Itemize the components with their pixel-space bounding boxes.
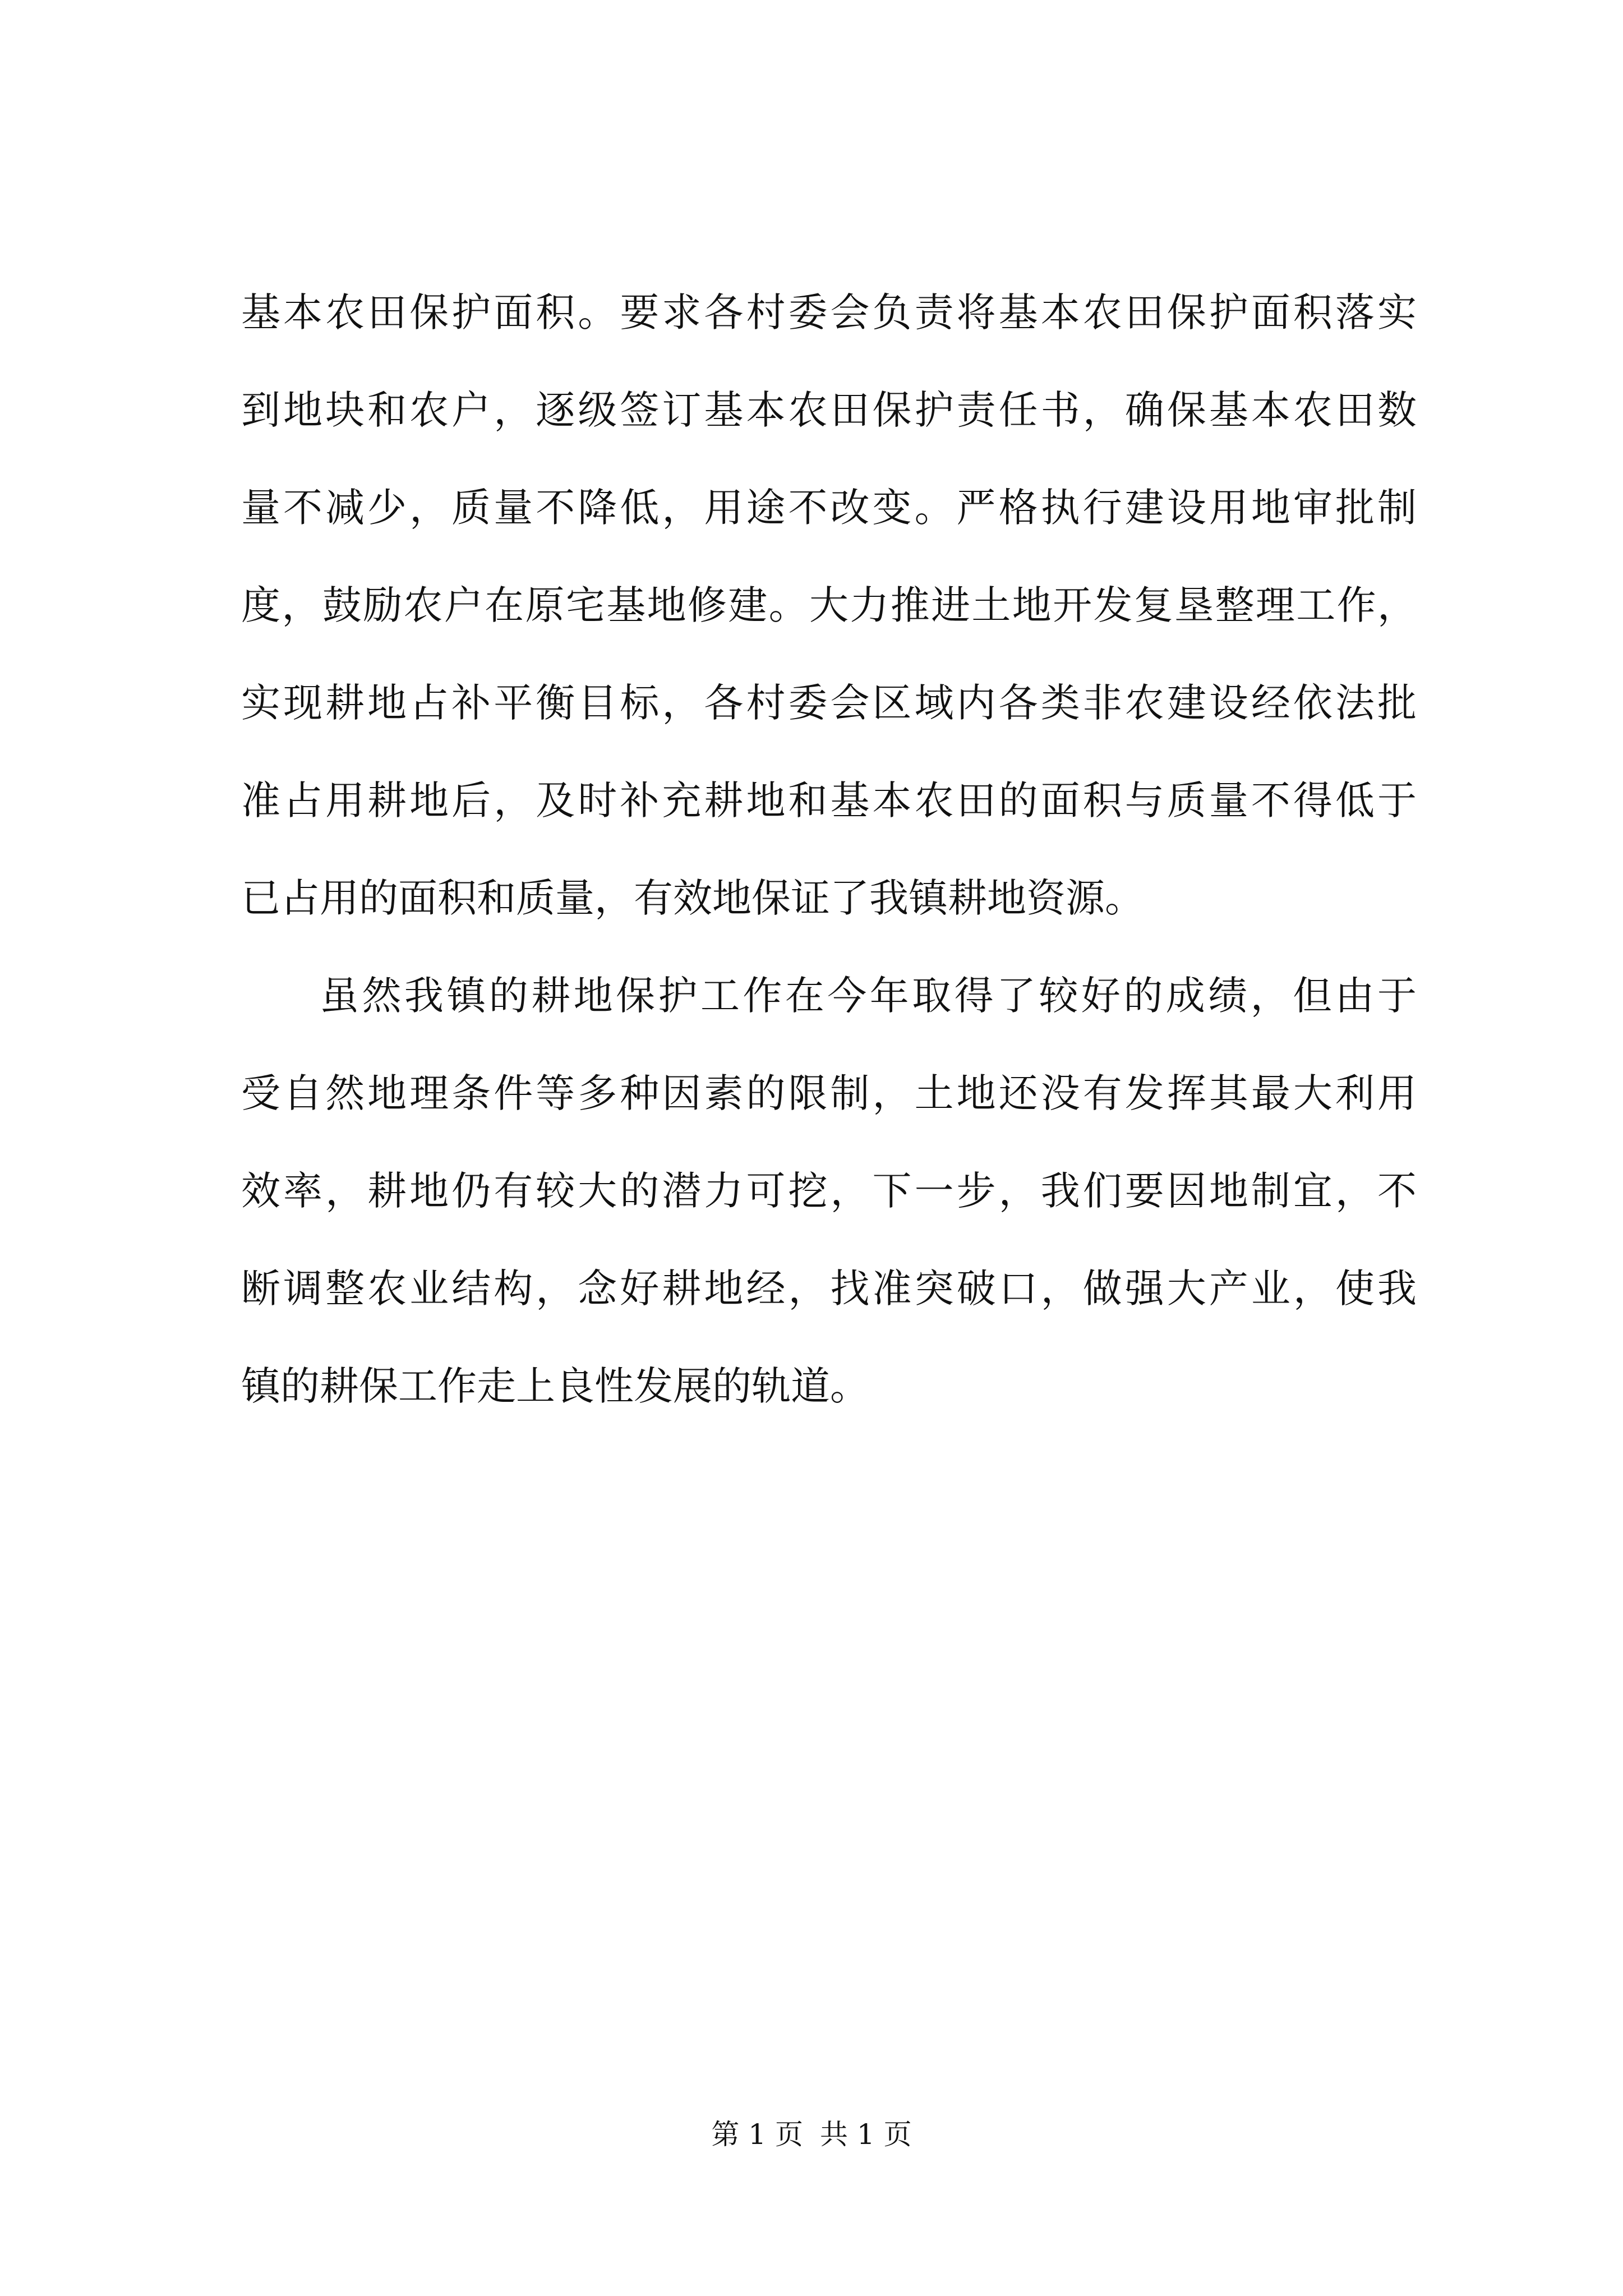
document-body <box>241 264 1417 1435</box>
text-line: 实现耕地占补平衡目标，各村委会区域内各类非农建设经依法批 <box>241 680 1417 726</box>
text-line: 量不减少，质量不降低，用途不改变。严格执行建设用地审批制 <box>241 485 1417 531</box>
text-line: 准占用耕地后，及时补充耕地和基本农田的面积与质量不得低于 <box>241 777 1417 823</box>
text-line: 虽然我镇的耕地保护工作在今年取得了较好的成绩，但由于 <box>320 973 1417 1019</box>
text-line: 到地块和农户，逐级签订基本农田保护责任书，确保基本农田数 <box>241 387 1417 433</box>
text-line: 断调整农业结构，念好耕地经，找准突破口，做强大产业，使我 <box>241 1266 1417 1312</box>
paragraph-1 <box>241 264 1417 947</box>
page-number-total: 共 1 页 <box>820 2118 912 2151</box>
page-number-current: 第 1 页 <box>711 2118 803 2151</box>
text-line: 基本农田保护面积。要求各村委会负责将基本农田保护面积落实 <box>241 289 1417 335</box>
text-line: 度，鼓励农户在原宅基地修建。大力推进土地开发复垦整理工作， <box>241 582 1417 628</box>
paragraph-2 <box>241 947 1417 1435</box>
text-line: 受自然地理条件等多种因素的限制，土地还没有发挥其最大利用 <box>241 1070 1417 1116</box>
text-line: 镇的耕保工作走上良性发展的轨道。 <box>241 1363 869 1409</box>
text-line: 效率，耕地仍有较大的潜力可挖，下一步，我们要因地制宜，不 <box>241 1168 1417 1214</box>
text-line: 已占用的面积和质量，有效地保证了我镇耕地资源。 <box>241 875 1144 921</box>
page-footer <box>0 2115 1623 2154</box>
